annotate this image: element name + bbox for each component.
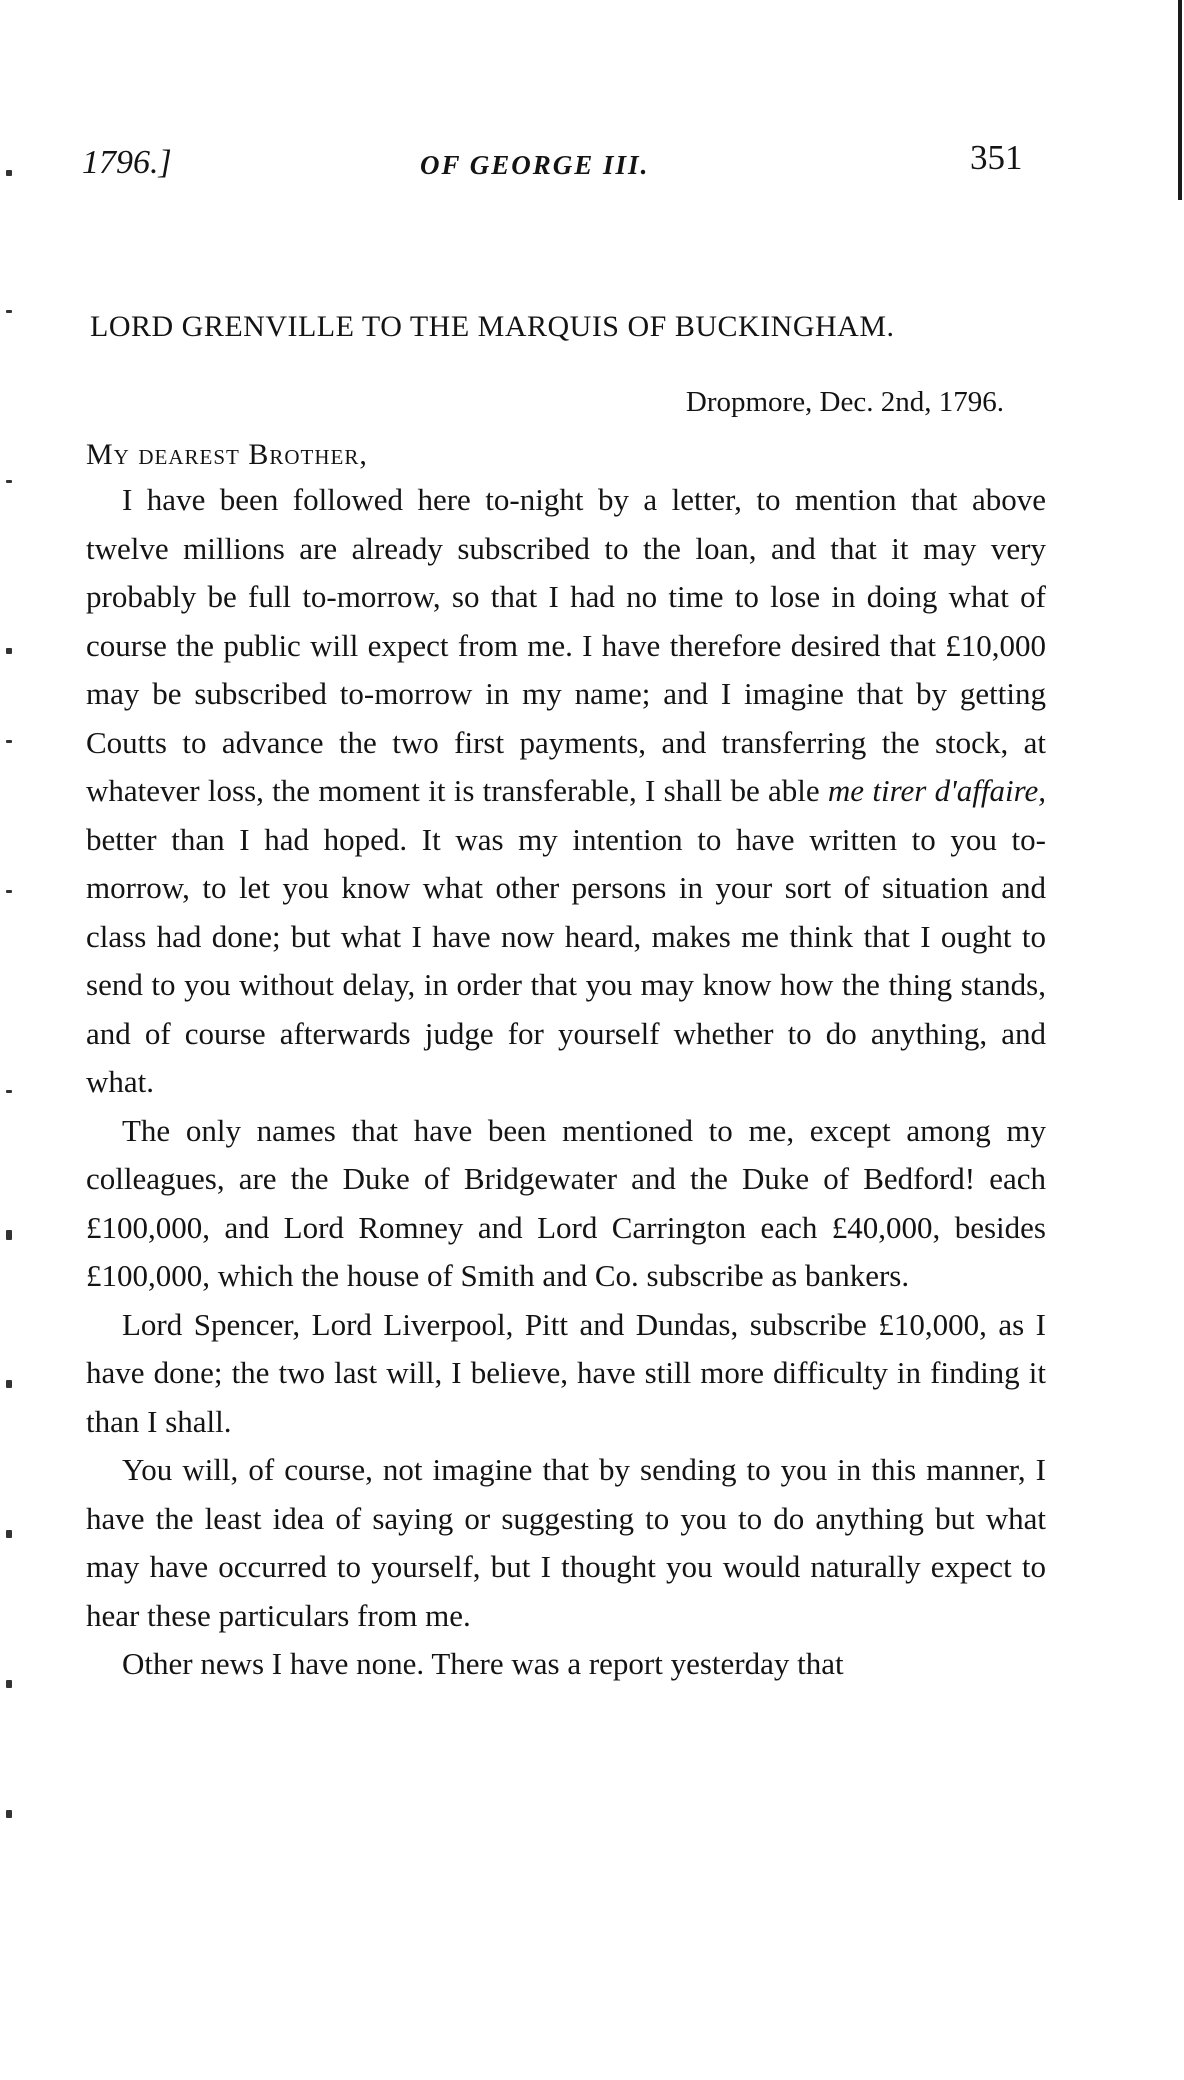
letter-dateline: Dropmore, Dec. 2nd, 1796. bbox=[685, 386, 1004, 418]
paragraph bbox=[86, 476, 1046, 1107]
paragraph-text: better than I had hoped. It was my intention to have written to you to-morrow, to let you know what other persons in your sort of situation and class had done; but what I have now heard, makes me think that I ought to send to you without delay, in order that you may know how the thing stands, and of course afterwards judge for yourself whether to do anything, and what. bbox=[86, 821, 1046, 1099]
salutation-text: My dearest Brother, bbox=[86, 438, 368, 471]
letter-salutation bbox=[86, 438, 368, 472]
paragraph: You will, of course, not imagine that by sending to you in this manner, I have the least idea of saying or suggesting to you to do anything but what may have occurred to yourself, but I thought you would naturally expect to hear these particulars from me. bbox=[86, 1452, 1046, 1633]
paragraph: The only names that have been mentioned to me, except among my colleagues, are the Duke of Bridgewater and the Duke of Bedford! each £100,000, and Lord Romney and Lord Carrington each £40,000, besides £100,000, which the house of Smith and Co. subscribe as bankers. bbox=[86, 1112, 1046, 1293]
running-head bbox=[0, 138, 1184, 188]
running-head-year: 1796.] bbox=[82, 144, 172, 181]
paragraph: Lord Spencer, Lord Liverpool, Pitt and Dundas, subscribe £10,000, as I have done; the two last will, I believe, have still more difficulty in finding it than I shall. bbox=[86, 1306, 1046, 1439]
page-number: 351 bbox=[970, 138, 1023, 177]
paragraph-text: I have been followed here to-night by a letter, to mention that above twelve millions are already subscribed to the loan, and that it may very probably be full to-morrow, so that I had no time to lose in doing what of course the public will expect from me. I have therefore desired that £10,000 may be subscribed to-morrow in my name; and I imagine that by getting Coutts to advance the two first payments, and transferring the stock, at whatever loss, the moment it is transferable, I shall be able bbox=[86, 482, 1046, 808]
letter-body bbox=[86, 476, 1046, 1689]
running-head-title: OF GEORGE III. bbox=[420, 150, 650, 180]
italic-phrase: me tirer d'affaire, bbox=[827, 773, 1046, 808]
letter-heading: LORD GRENVILLE TO THE MARQUIS OF BUCKINGHAM. bbox=[90, 310, 895, 343]
margin-scan-marks bbox=[0, 150, 30, 1850]
paragraph: Other news I have none. There was a report yesterday that bbox=[122, 1646, 844, 1681]
